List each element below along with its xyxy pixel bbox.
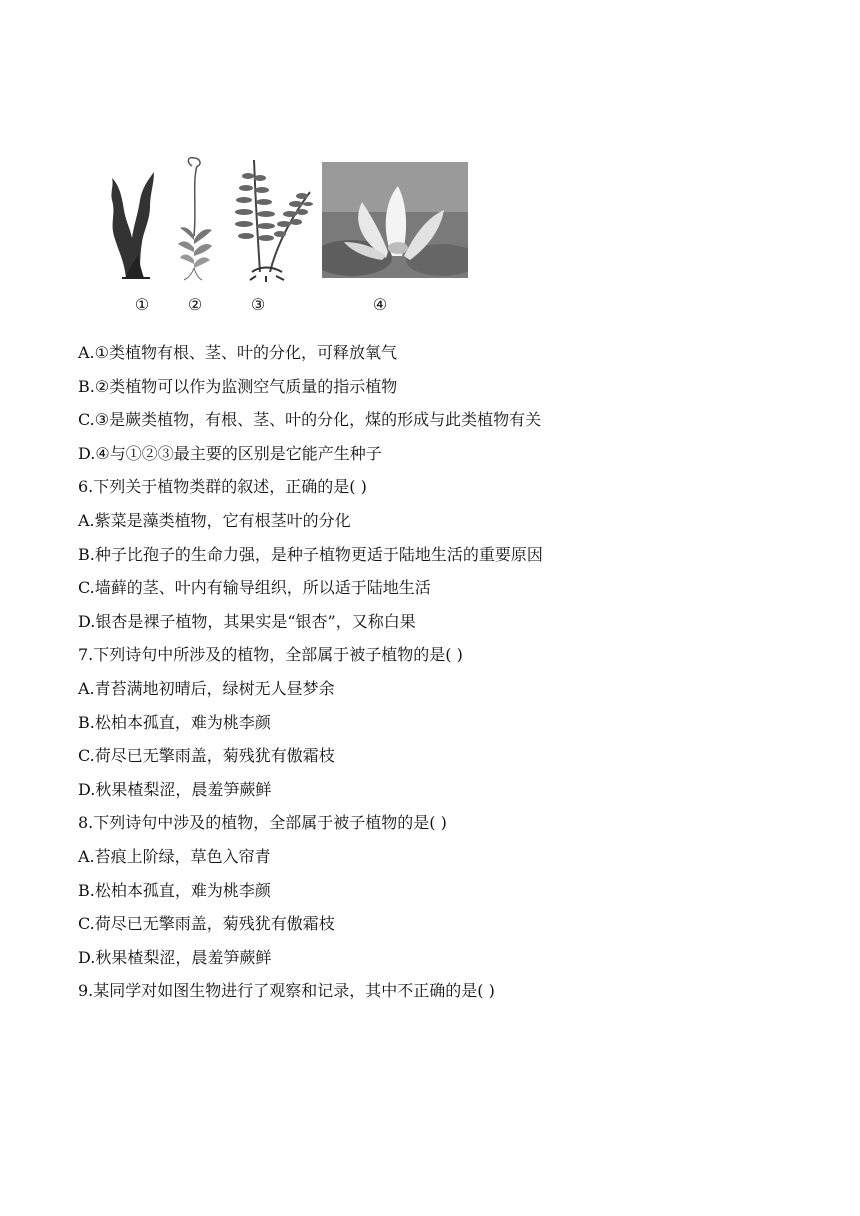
option-d: D.银杏是裸子植物，其果实是“银杏”，又称白果 [78,611,416,631]
figure-label-2: ② [187,295,203,314]
option-c: C.荷尽已无擎雨盖，菊残犹有傲霜枝 [78,914,335,934]
figure-label-1: ① [134,295,150,314]
option-a: A.青苔满地初晴后，绿树无人昼梦余 [78,678,335,698]
option-a: A.①类植物有根、茎、叶的分化，可释放氧气 [78,343,397,362]
figure-label-3: ③ [250,295,266,314]
option-b: B.种子比孢子的生命力强，是种子植物更适于陆地生活的重要原因 [78,544,543,564]
fern-icon [232,152,316,282]
question-9: 9.某同学对如图生物进行了观察和记录，其中不正确的是( ) [78,981,495,1001]
moss-icon [176,156,216,282]
seaweed-icon [104,170,160,282]
option-a: A.紫菜是藻类植物，它有根茎叶的分化 [78,510,351,530]
question-7: 7.下列诗句中所涉及的植物，全部属于被子植物的是( ) [78,645,463,665]
plant-figure [100,152,480,322]
option-b: B.松柏本孤直，难为桃李颜 [78,712,271,732]
question-8: 8.下列诗句中涉及的植物，全部属于被子植物的是( ) [78,813,447,833]
option-c: C.③是蕨类植物，有根、茎、叶的分化，煤的形成与此类植物有关 [78,410,542,430]
option-a: A.苔痕上阶绿，草色入帘青 [78,846,271,866]
option-b: B.松柏本孤直，难为桃李颜 [78,880,271,900]
question-6: 6.下列关于植物类群的叙述，正确的是( ) [78,477,367,497]
option-c: C.荷尽已无擎雨盖，菊残犹有傲霜枝 [78,746,335,766]
option-d: D.秋果楂梨涩，晨羞笋蕨鲜 [78,779,272,799]
option-b: B.②类植物可以作为监测空气质量的指示植物 [78,376,398,396]
option-d: D.秋果楂梨涩，晨羞笋蕨鲜 [78,947,272,967]
option-d: D.④与①②③最主要的区别是它能产生种子 [78,443,382,463]
question-text [78,340,778,1012]
option-c: C.墙藓的茎、叶内有输导组织，所以适于陆地生活 [78,578,431,598]
figure-label-4: ④ [372,295,388,314]
lotus-photo [322,162,468,278]
